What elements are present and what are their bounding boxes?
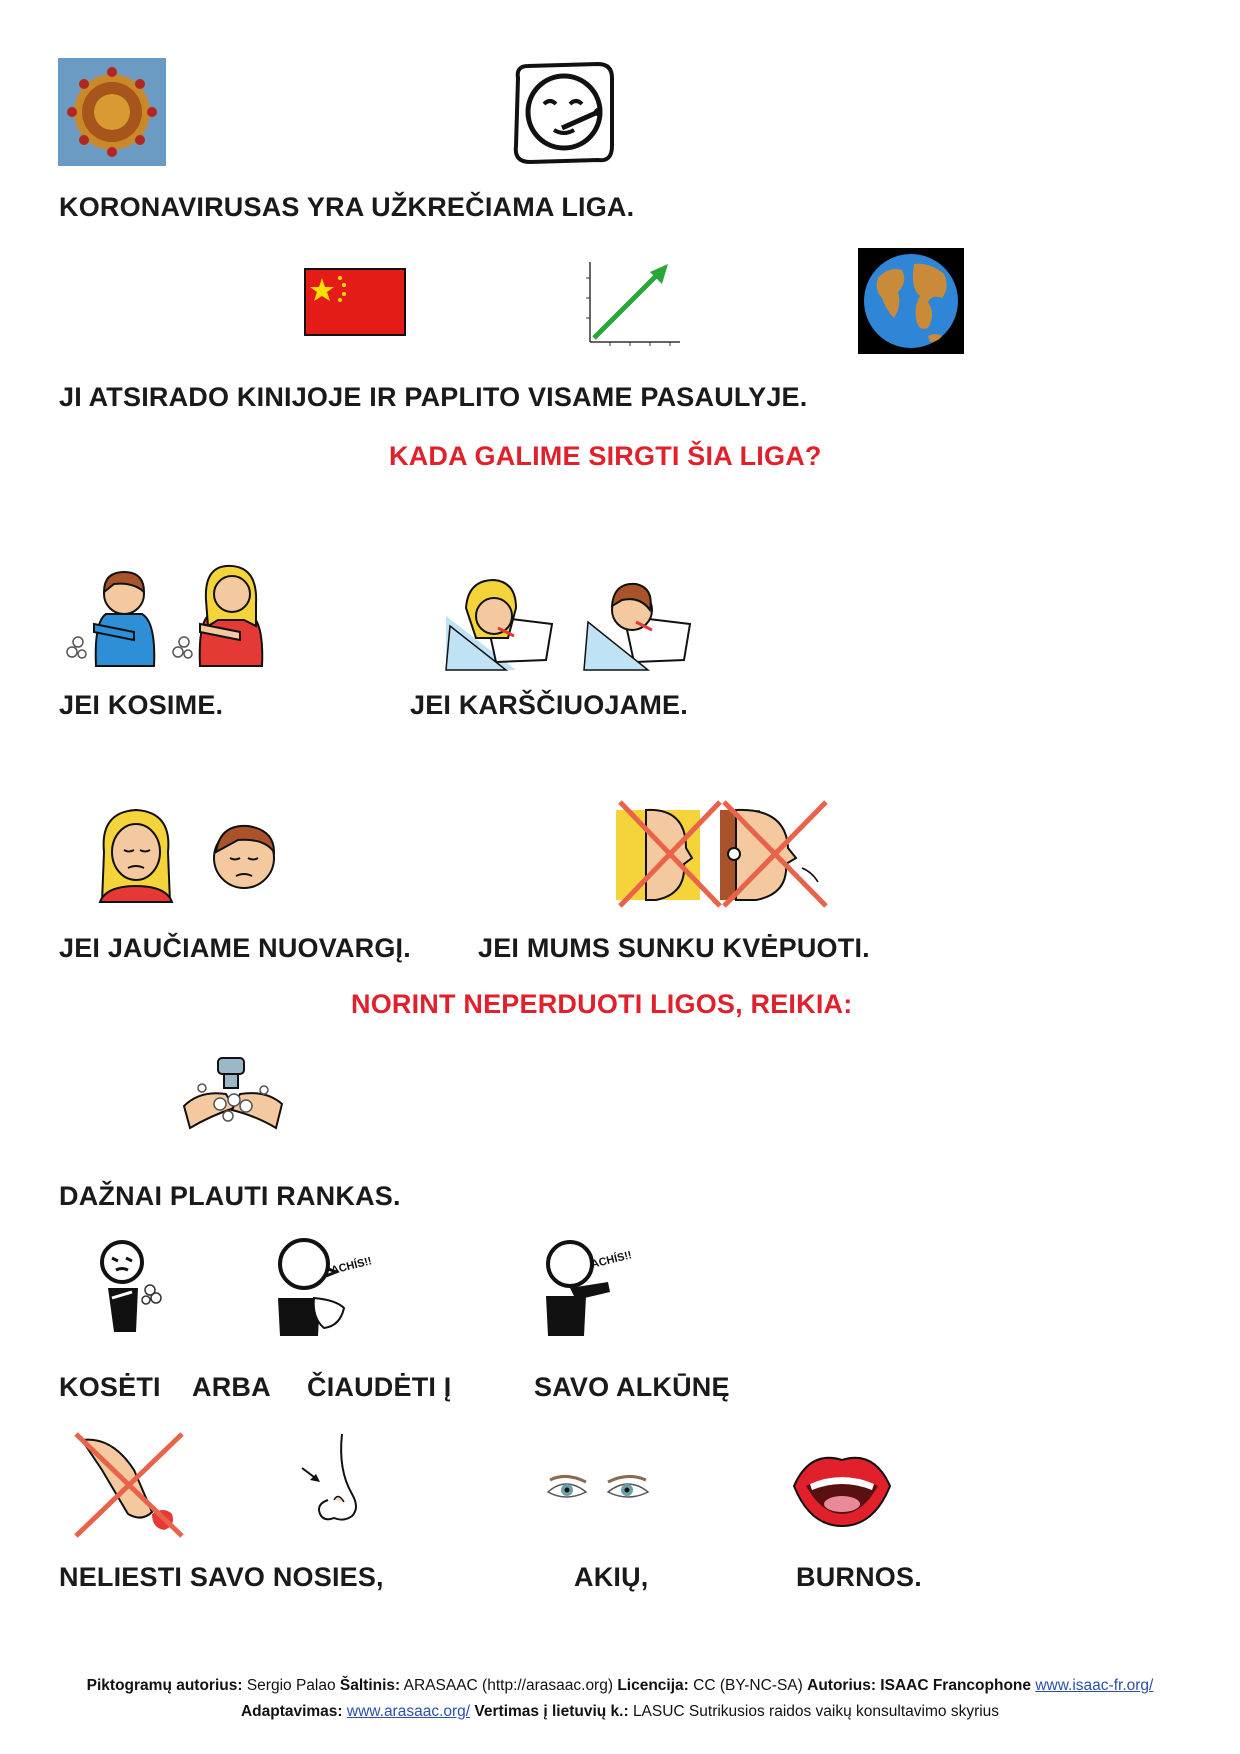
person-sneeze-elbow-icon xyxy=(540,1238,650,1338)
sentence-breathing: JEI MUMS SUNKU KVĖPUOTI. xyxy=(478,933,870,963)
sentence-wash-hands: DAŽNAI PLAUTI RANKAS. xyxy=(59,1181,401,1211)
girl-fever-bed-icon xyxy=(446,566,556,670)
footer-license-label: Licencija: xyxy=(617,1677,689,1694)
person-cough-icon xyxy=(92,1240,164,1336)
word-cough: KOSĖTI xyxy=(59,1372,161,1402)
footer-authors-label: Autorius: ISAAC Francophone xyxy=(807,1677,1032,1694)
hand-washing-icon xyxy=(180,1054,286,1140)
footer-credits-line2 xyxy=(0,1703,1240,1721)
mouth-icon xyxy=(790,1450,894,1528)
sentence-tired: JEI JAUČIAME NUOVARGĮ. xyxy=(59,933,411,963)
globe-icon xyxy=(858,248,964,354)
word-mouth: BURNOS. xyxy=(796,1562,922,1592)
eyes-icon xyxy=(546,1470,652,1506)
sick-thermometer-face-icon xyxy=(508,58,618,168)
boy-tired-icon xyxy=(208,818,280,892)
china-flag-icon xyxy=(304,268,406,336)
boy-coughing-icon xyxy=(64,562,164,672)
nose-icon xyxy=(298,1430,370,1536)
heading-when-sick: KADA GALIME SIRGTI ŠIA LIGA? xyxy=(389,441,822,471)
person-sneeze-tissue-icon xyxy=(270,1238,380,1338)
boy-fever-bed-icon xyxy=(584,566,694,670)
sentence-cough: JEI KOSIME. xyxy=(59,690,224,720)
footer-author: Sergio Palao xyxy=(246,1677,336,1694)
footer-translation: LASUC Sutrikusios raidos vaikų konsultavimo skyrius xyxy=(632,1703,1000,1720)
sentence-origin: JI ATSIRADO KINIJOJE IR PAPLITO VISAME PASAULYJE. xyxy=(59,382,808,412)
virus-image xyxy=(58,58,166,166)
sneeze-sound-label: ACHÍS!! xyxy=(329,1255,374,1277)
word-your-elbow: SAVO ALKŪNĘ xyxy=(534,1372,730,1402)
footer-author-label: Piktogramų autorius: xyxy=(86,1677,243,1694)
sneeze-sound-label-2: ACHÍS!! xyxy=(589,1249,634,1271)
sentence-contagious: KORONAVIRUSAS YRA UŽKREČIAMA LIGA. xyxy=(59,192,635,222)
sentence-no-touch-nose: NELIESTI SAVO NOSIES, xyxy=(59,1562,384,1592)
footer-source: ARASAAC (http://arasaac.org) xyxy=(403,1677,614,1694)
footer-translation-label: Vertimas į lietuvių k.: xyxy=(474,1703,629,1720)
girl-tired-icon xyxy=(96,806,176,902)
footer-source-label: Šaltinis: xyxy=(339,1677,401,1694)
footer-isaac-link[interactable]: www.isaac-fr.org/ xyxy=(1035,1677,1154,1694)
word-eyes: AKIŲ, xyxy=(574,1562,649,1592)
sentence-fever: JEI KARŠČIUOJAME. xyxy=(410,690,688,720)
footer-license: CC (BY-NC-SA) xyxy=(693,1677,803,1694)
no-touching-face-crossed-icon xyxy=(72,1430,186,1540)
girl-coughing-icon xyxy=(170,560,270,672)
footer-credits-line1 xyxy=(0,1677,1240,1695)
heading-prevention: NORINT NEPERDUOTI LIGOS, REIKIA: xyxy=(351,989,853,1019)
footer-arasaac-link[interactable]: www.arasaac.org/ xyxy=(346,1703,471,1720)
word-sneeze-into: ČIAUDĖTI Į xyxy=(307,1372,452,1402)
breathing-difficulty-crossed-icon xyxy=(616,798,830,910)
word-or: ARBA xyxy=(192,1372,271,1402)
growth-chart-icon xyxy=(576,258,686,354)
footer-adapt-label: Adaptavimas: xyxy=(240,1703,343,1720)
